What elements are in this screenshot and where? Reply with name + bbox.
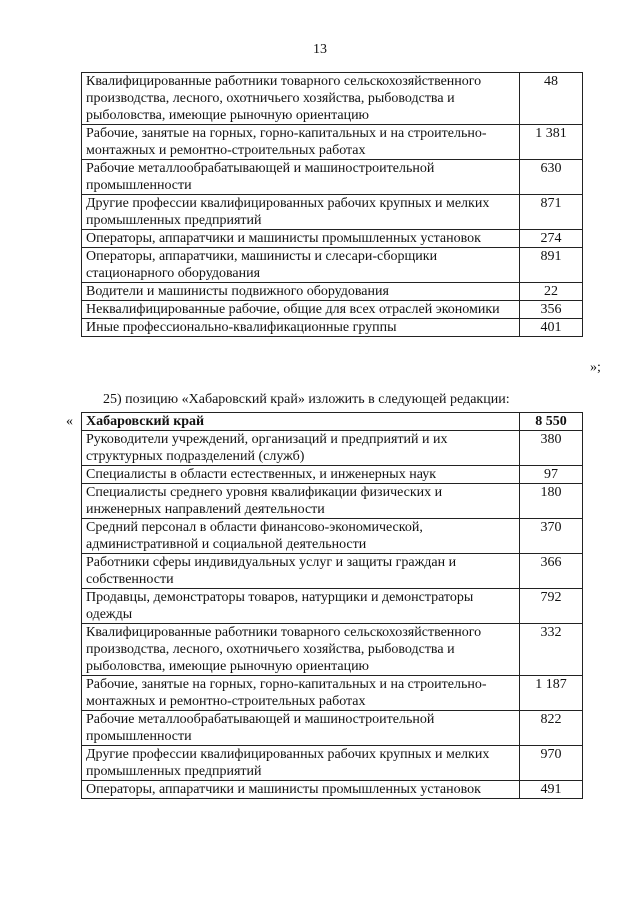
occupation-count: 630 bbox=[520, 160, 583, 195]
occupation-count: 370 bbox=[520, 519, 583, 554]
occupation-table-khabarovsk bbox=[81, 412, 583, 799]
page-number: 13 bbox=[313, 42, 327, 57]
table-row bbox=[82, 519, 583, 554]
occupation-name: Другие профессии квалифицированных рабочих крупных и мелких промышленных предприятий bbox=[82, 195, 520, 230]
occupation-count: 366 bbox=[520, 554, 583, 589]
occupation-count: 22 bbox=[520, 283, 583, 301]
occupation-count: 491 bbox=[520, 781, 583, 799]
table-row bbox=[82, 589, 583, 624]
occupation-count: 97 bbox=[520, 466, 583, 484]
table-row bbox=[82, 711, 583, 746]
table-row bbox=[82, 746, 583, 781]
occupation-name: Специалисты в области естественных, и инженерных наук bbox=[82, 466, 520, 484]
table-row bbox=[82, 554, 583, 589]
occupation-count: 180 bbox=[520, 484, 583, 519]
occupation-count: 380 bbox=[520, 431, 583, 466]
occupation-count: 871 bbox=[520, 195, 583, 230]
occupation-name: Водители и машинисты подвижного оборудования bbox=[82, 283, 520, 301]
occupation-count: 1 381 bbox=[520, 125, 583, 160]
table-row bbox=[82, 301, 583, 319]
table-row bbox=[82, 73, 583, 125]
table-row bbox=[82, 160, 583, 195]
occupation-name: Работники сферы индивидуальных услуг и защиты граждан и собственности bbox=[82, 554, 520, 589]
occupation-count: 1 187 bbox=[520, 676, 583, 711]
table-row bbox=[82, 230, 583, 248]
occupation-count: 891 bbox=[520, 248, 583, 283]
occupation-count: 274 bbox=[520, 230, 583, 248]
occupation-table-top bbox=[81, 72, 583, 337]
occupation-table-top-body bbox=[82, 73, 583, 337]
occupation-name: Другие профессии квалифицированных рабочих крупных и мелких промышленных предприятий bbox=[82, 746, 520, 781]
occupation-name: Специалисты среднего уровня квалификации физических и инженерных направлений деятельности bbox=[82, 484, 520, 519]
table-row bbox=[82, 195, 583, 230]
occupation-count: 822 bbox=[520, 711, 583, 746]
table-row bbox=[82, 431, 583, 466]
closing-quote: »; bbox=[590, 360, 601, 375]
occupation-name: Руководители учреждений, организаций и предприятий и их структурных подразделений (служб) bbox=[82, 431, 520, 466]
table-row bbox=[82, 466, 583, 484]
table-row bbox=[82, 248, 583, 283]
table-row bbox=[82, 624, 583, 676]
occupation-count: 970 bbox=[520, 746, 583, 781]
occupation-count: 332 bbox=[520, 624, 583, 676]
opening-quote: « bbox=[66, 414, 73, 429]
amendment-paragraph: 25) позицию «Хабаровский край» изложить в следующей редакции: bbox=[103, 392, 510, 407]
table-row bbox=[82, 484, 583, 519]
occupation-table-khabarovsk-body bbox=[82, 413, 583, 799]
occupation-count: 401 bbox=[520, 319, 583, 337]
occupation-count: 792 bbox=[520, 589, 583, 624]
occupation-count: 48 bbox=[520, 73, 583, 125]
occupation-name: Рабочие металлообрабатывающей и машиностроительной промышленности bbox=[82, 160, 520, 195]
region-row bbox=[82, 413, 583, 431]
occupation-name: Неквалифицированные рабочие, общие для всех отраслей экономики bbox=[82, 301, 520, 319]
occupation-name: Средний персонал в области финансово-экономической, административной и социальной деятельности bbox=[82, 519, 520, 554]
table-row bbox=[82, 781, 583, 799]
occupation-name: Операторы, аппаратчики и машинисты промышленных установок bbox=[82, 781, 520, 799]
occupation-name: Рабочие, занятые на горных, горно-капитальных и на строительно-монтажных и ремонтно-строительных работах bbox=[82, 676, 520, 711]
table-row bbox=[82, 319, 583, 337]
table-row bbox=[82, 283, 583, 301]
occupation-name: Операторы, аппаратчики, машинисты и слесари-сборщики стационарного оборудования bbox=[82, 248, 520, 283]
table-row bbox=[82, 676, 583, 711]
occupation-name: Операторы, аппаратчики и машинисты промышленных установок bbox=[82, 230, 520, 248]
occupation-name: Рабочие металлообрабатывающей и машиностроительной промышленности bbox=[82, 711, 520, 746]
table-row bbox=[82, 125, 583, 160]
region-total: 8 550 bbox=[520, 413, 583, 431]
occupation-name: Квалифицированные работники товарного сельскохозяйственного производства, лесного, охотничьего хозяйства, рыбоводства и рыболовства, имеющие рыночную ориентацию bbox=[82, 73, 520, 125]
occupation-count: 356 bbox=[520, 301, 583, 319]
occupation-name: Рабочие, занятые на горных, горно-капитальных и на строительно-монтажных и ремонтно-строительных работах bbox=[82, 125, 520, 160]
occupation-name: Иные профессионально-квалификационные группы bbox=[82, 319, 520, 337]
occupation-name: Продавцы, демонстраторы товаров, натурщики и демонстраторы одежды bbox=[82, 589, 520, 624]
region-name: Хабаровский край bbox=[82, 413, 520, 431]
occupation-name: Квалифицированные работники товарного сельскохозяйственного производства, лесного, охотничьего хозяйства, рыбоводства и рыболовства, имеющие рыночную ориентацию bbox=[82, 624, 520, 676]
